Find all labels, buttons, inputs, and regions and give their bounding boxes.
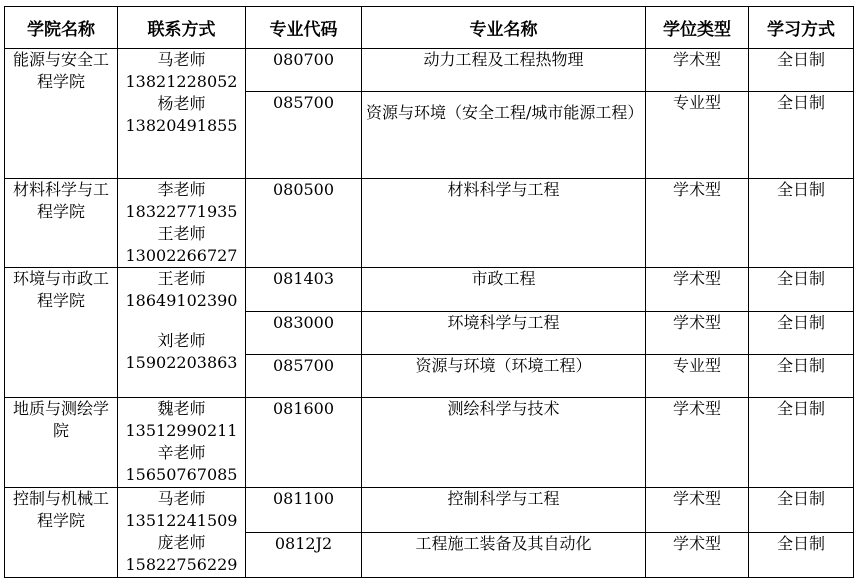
contact-phone: 15822756229 [125,555,238,574]
major-name-cell: 材料科学与工程 [362,179,646,268]
contact-cell [118,268,246,398]
contact-name: 马老师 [157,489,206,508]
header-college: 学院名称 [5,7,118,49]
study-mode-cell: 全日制 [749,398,854,488]
contact-phone: 13512990211 [125,421,238,440]
contact-cell [118,488,246,578]
table-row [5,49,854,92]
contact-name: 刘老师 [157,331,206,350]
major-code-cell: 083000 [246,312,362,355]
degree-type-cell: 学术型 [646,533,749,578]
contact-cell [118,179,246,268]
study-mode-cell: 全日制 [749,179,854,268]
header-code: 专业代码 [246,7,362,49]
study-mode-cell: 全日制 [749,488,854,533]
major-name-cell: 环境科学与工程 [362,312,646,355]
major-code-cell: 085700 [246,92,362,179]
major-name-cell: 资源与环境（环境工程） [362,355,646,398]
major-name-cell: 工程施工装备及其自动化 [362,533,646,578]
header-contact: 联系方式 [118,7,246,49]
contact-phone: 13820491855 [125,116,238,135]
degree-type-cell: 学术型 [646,312,749,355]
contact-phone: 15650767085 [125,465,238,484]
college-cell: 控制与机械工程学院 [5,488,118,578]
college-cell: 环境与市政工程学院 [5,268,118,398]
major-name-cell: 测绘科学与技术 [362,398,646,488]
contact-name: 魏老师 [157,399,206,418]
contact-phone: 13002266727 [125,246,238,265]
contact-name: 李老师 [157,180,206,199]
college-cell: 能源与安全工程学院 [5,49,118,179]
contact-name: 王老师 [157,224,206,243]
table-row [5,179,854,268]
major-code-cell: 081403 [246,268,362,312]
contact-phone: 13821228052 [125,72,238,91]
table-row [5,488,854,533]
header-study-mode: 学习方式 [749,7,854,49]
contact-name: 辛老师 [157,443,206,462]
contact-phone: 18649102390 [125,291,238,310]
major-code-cell: 0812J2 [246,533,362,578]
college-cell: 地质与测绘学院 [5,398,118,488]
college-cell: 材料科学与工程学院 [5,179,118,268]
major-code-cell: 080500 [246,179,362,268]
table-row [5,268,854,312]
major-code-cell: 085700 [246,355,362,398]
contact-phone: 15902203863 [125,353,238,372]
table-row [5,398,854,488]
contact-phone: 13512241509 [125,511,238,530]
contact-phone: 18322771935 [125,202,238,221]
degree-type-cell: 专业型 [646,92,749,179]
major-code-cell: 081600 [246,398,362,488]
header-degree-type: 学位类型 [646,7,749,49]
contact-name: 马老师 [157,50,206,69]
contact-name: 王老师 [157,269,206,288]
major-code-cell: 080700 [246,49,362,92]
header-major: 专业名称 [362,7,646,49]
contact-cell [118,49,246,179]
header-row [5,7,854,49]
degree-type-cell: 专业型 [646,355,749,398]
contact-spacer [122,312,241,330]
program-table [4,6,854,578]
major-code-cell: 081100 [246,488,362,533]
study-mode-cell: 全日制 [749,49,854,92]
study-mode-cell: 全日制 [749,533,854,578]
major-name-cell: 资源与环境（安全工程/城市能源工程） [362,92,646,179]
study-mode-cell: 全日制 [749,355,854,398]
contact-name: 杨老师 [157,94,206,113]
major-name-cell: 控制科学与工程 [362,488,646,533]
contact-cell [118,398,246,488]
degree-type-cell: 学术型 [646,488,749,533]
contact-name: 庞老师 [157,533,206,552]
degree-type-cell: 学术型 [646,179,749,268]
degree-type-cell: 学术型 [646,268,749,312]
study-mode-cell: 全日制 [749,92,854,179]
degree-type-cell: 学术型 [646,398,749,488]
major-name-cell: 动力工程及工程热物理 [362,49,646,92]
major-name-cell: 市政工程 [362,268,646,312]
study-mode-cell: 全日制 [749,312,854,355]
study-mode-cell: 全日制 [749,268,854,312]
degree-type-cell: 学术型 [646,49,749,92]
